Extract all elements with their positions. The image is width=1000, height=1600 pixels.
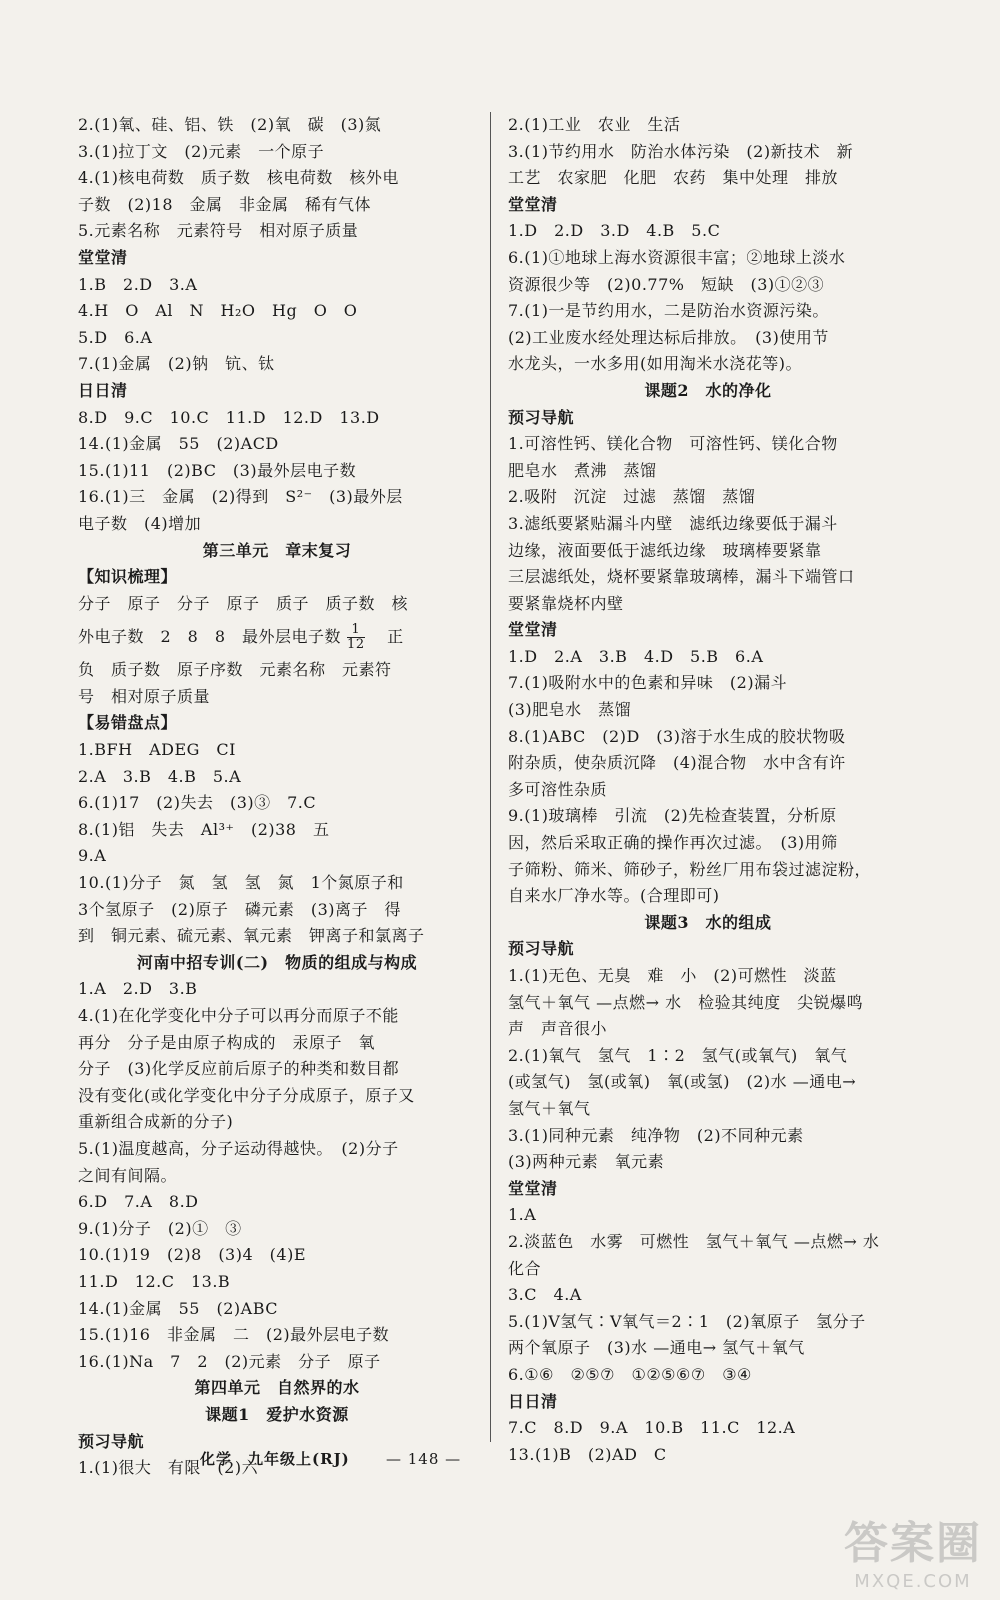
answer-line: 肥皂水 煮沸 蒸馏 xyxy=(508,460,657,480)
answer-line: 号 相对原子质量 xyxy=(78,686,211,706)
section-heading: 堂堂清 xyxy=(508,194,558,214)
lesson-title: 课题1 爱护水资源 xyxy=(205,1404,349,1424)
section-heading: 预习导航 xyxy=(78,1431,145,1451)
section-heading: 【知识梳理】 xyxy=(78,567,178,587)
left-column xyxy=(78,112,476,1482)
unit-title: 第三单元 章末复习 xyxy=(202,540,352,560)
page-footer xyxy=(200,1448,700,1469)
answer-line: 分子 (3)化学反应前后原子的种类和数目都 xyxy=(78,1059,400,1079)
answer-line: 1.A 2.D 3.B xyxy=(78,979,198,999)
watermark-logo: 答案圈 xyxy=(844,1518,982,1569)
answer-line: 6.(1)①地球上海水资源很丰富；②地球上淡水 xyxy=(508,247,846,267)
answer-line: 因，然后采取正确的操作再次过滤。 (3)用筛 xyxy=(508,833,838,853)
answer-line: 自来水厂净水等。(合理即可) xyxy=(508,886,720,906)
answer-line: 边缘，液面要低于滤纸边缘 玻璃棒要紧靠 xyxy=(508,540,822,560)
answer-line: 4.(1)在化学变化中分子可以再分而原子不能 xyxy=(78,1006,399,1025)
answer-line: 10.(1)分子 氮 氢 氢 氮 1个氮原子和 xyxy=(78,873,404,893)
answer-line: 4.H O Al N H₂O Hg O O xyxy=(78,301,358,321)
answer-line: 1.A xyxy=(508,1205,537,1225)
answer-line: 电子数 (4)增加 xyxy=(78,513,202,533)
answer-line: 负 质子数 原子序数 元素名称 元素符 xyxy=(78,660,392,680)
answer-line: 之间有间隔。 xyxy=(78,1165,178,1185)
answer-line: 2.(1)氧气 氢气 1∶2 氢气(或氧气) 氧气 xyxy=(508,1045,848,1065)
watermark-site: MXQE.COM xyxy=(854,1571,972,1592)
answer-line: 三层滤纸处，烧杯要紧靠玻璃棒，漏斗下端管口 xyxy=(508,567,855,587)
answer-line: 15.(1)16 非金属 二 (2)最外层电子数 xyxy=(78,1325,390,1345)
answer-line: 3.(1)节约用水 防治水体污染 (2)新技术 新 xyxy=(508,141,854,161)
answer-line: 6.(1)17 (2)失去 (3)③ 7.C xyxy=(78,793,317,813)
fraction-one-twelfth: $\frac{1}{12}$ xyxy=(347,622,365,653)
answer-line: 到 铜元素、硫元素、氧元素 钾离子和氯离子 xyxy=(78,926,425,946)
unit-title: 第四单元 自然界的水 xyxy=(194,1378,360,1398)
answer-line: 5.元素名称 元素符号 相对原子质量 xyxy=(78,221,359,241)
section-heading: 【易错盘点】 xyxy=(78,713,178,733)
answer-line: 声 声音很小 xyxy=(508,1019,608,1039)
answer-line: 7.(1)吸附水中的色素和异味 (2)漏斗 xyxy=(508,673,788,693)
section-heading: 堂堂清 xyxy=(508,1178,558,1198)
answer-line: 9.(1)玻璃棒 引流 (2)先检查装置，分析原 xyxy=(508,806,837,826)
answer-line: 子筛粉、筛米、筛砂子，粉丝厂用布袋过滤淀粉， xyxy=(508,859,872,879)
answer-line: 没有变化(或化学变化中分子分成原子，原子又 xyxy=(78,1085,415,1105)
answer-line: 子数 (2)18 金属 非金属 稀有气体 xyxy=(78,194,372,214)
answer-line: 1.D 2.A 3.B 4.D 5.B 6.A xyxy=(508,646,764,666)
section-heading: 日日清 xyxy=(508,1391,558,1411)
section-heading: 堂堂清 xyxy=(508,620,558,640)
answer-line: 11.D 12.C 13.B xyxy=(78,1271,231,1291)
answer-line: 8.D 9.C 10.C 11.D 12.D 13.D xyxy=(78,407,380,427)
answer-line: 3.(1)同种元素 纯净物 (2)不同种元素 xyxy=(508,1125,804,1145)
lesson-title: 课题3 水的组成 xyxy=(644,912,772,932)
answer-line: 7.(1)金属 (2)钠 钪、钛 xyxy=(78,354,275,374)
answer-line: 8.(1)铝 失去 Al³⁺ (2)38 五 xyxy=(78,819,330,839)
answer-line: 重新组合成新的分子) xyxy=(78,1112,234,1132)
answer-line: 多可溶性杂质 xyxy=(508,779,608,799)
answer-line: 5.D 6.A xyxy=(78,327,153,347)
answer-line: 7.C 8.D 9.A 10.B 11.C 12.A xyxy=(508,1418,796,1438)
answer-line: 14.(1)金属 55 (2)ABC xyxy=(78,1298,278,1318)
answer-line: 16.(1)Na 7 2 (2)元素 分子 原子 xyxy=(78,1351,381,1371)
answer-line: (3)两种元素 氧元素 xyxy=(508,1152,665,1172)
answer-line: 16.(1)三 金属 (2)得到 S²⁻ (3)最外层 xyxy=(78,487,403,507)
answer-line: 4.(1)核电荷数 质子数 核电荷数 核外电 xyxy=(78,168,399,188)
answer-line: 1.(1)无色、无臭 难 小 (2)可燃性 淡蓝 xyxy=(508,966,837,985)
answer-line: 3.滤纸要紧贴漏斗内壁 滤纸边缘要低于漏斗 xyxy=(508,513,838,533)
answer-line: 8.(1)ABC (2)D (3)溶于水生成的胶状物吸 xyxy=(508,726,846,746)
answer-line: 5.(1)V氢气∶V氧气＝2∶1 (2)氧原子 氢分子 xyxy=(508,1311,866,1331)
answer-line: 1.D 2.D 3.D 4.B 5.C xyxy=(508,221,721,241)
footer-subject: 化学 九年级上(RJ) xyxy=(200,1450,350,1468)
answer-line: 两个氧原子 (3)水 —通电→ 氢气＋氧气 xyxy=(508,1338,805,1358)
answer-line: 氢气＋氧气 xyxy=(508,1098,591,1118)
answer-line: 14.(1)金属 55 (2)ACD xyxy=(78,434,279,454)
answer-line: 6.①⑥ ②⑤⑦ ①②⑤⑥⑦ ③④ xyxy=(508,1364,752,1384)
lesson-title: 课题2 水的净化 xyxy=(644,380,772,400)
answer-line: 化合 xyxy=(508,1258,542,1278)
site-watermark xyxy=(844,1507,982,1592)
answer-line: 工艺 农家肥 化肥 农药 集中处理 排放 xyxy=(508,168,839,188)
column-divider xyxy=(490,112,491,1442)
answer-line: 2.(1)工业 农业 生活 xyxy=(508,115,681,134)
answer-line: 9.(1)分子 (2)① ③ xyxy=(78,1218,242,1238)
answer-line: 要紧靠烧杯内壁 xyxy=(508,593,624,613)
answer-line: 水龙头，一水多用(如用淘米水浇花等)。 xyxy=(508,354,802,374)
answer-line: 再分 分子是由原子构成的 汞原子 氧 xyxy=(78,1032,376,1052)
unit-title: 河南中招专训(二) 物质的组成与构成 xyxy=(136,952,418,972)
answer-line: 资源很少等 (2)0.77% 短缺 (3)①②③ xyxy=(508,274,825,294)
answer-line: 附杂质，使杂质沉降 (4)混合物 水中含有许 xyxy=(508,753,846,773)
answer-line: 3.C 4.A xyxy=(508,1285,582,1305)
answer-line: 1.B 2.D 3.A xyxy=(78,274,198,294)
section-heading: 堂堂清 xyxy=(78,247,128,267)
answer-line: 13.(1)B (2)AD C xyxy=(508,1444,667,1464)
answer-line: 2.吸附 沉淀 过滤 蒸馏 蒸馏 xyxy=(508,487,756,507)
answer-line: 1.BFH ADEG CI xyxy=(78,740,236,760)
answer-line: 2.(1)氧、硅、铝、铁 (2)氧 碳 (3)氮 xyxy=(78,115,382,134)
answer-line: 7.(1)一是节约用水，二是防治水资源污染。 xyxy=(508,301,829,321)
right-column xyxy=(508,112,908,1468)
answer-line: (或氢气) 氢(或氧) 氧(或氢) (2)水 —通电→ xyxy=(508,1072,857,1092)
answer-line: 1.可溶性钙、镁化合物 可溶性钙、镁化合物 xyxy=(508,434,838,454)
answer-line: 6.D 7.A 8.D xyxy=(78,1192,199,1212)
section-heading: 日日清 xyxy=(78,380,128,400)
answer-line: 3.(1)拉丁文 (2)元素 一个原子 xyxy=(78,141,325,161)
answer-line: 9.A xyxy=(78,846,107,866)
answer-line: 分子 原子 分子 原子 质子 质子数 核 xyxy=(78,593,409,613)
answer-line: 10.(1)19 (2)8 (3)4 (4)E xyxy=(78,1245,307,1265)
answer-line: 1.(1)很大 有限 (2)六 xyxy=(78,1458,259,1478)
answer-line: 5.(1)温度越高，分子运动得越快。 (2)分子 xyxy=(78,1138,399,1158)
answer-line: 2.A 3.B 4.B 5.A xyxy=(78,766,242,786)
answer-line: 15.(1)11 (2)BC (3)最外层电子数 xyxy=(78,460,357,480)
answer-line: (2)工业废水经处理达标后排放。 (3)使用节 xyxy=(508,327,829,347)
page-number: — 148 — xyxy=(386,1450,462,1468)
answer-line-with-fraction: 外电子数 2 8 8 最外层电子数 $\frac{1}{12}$ 正 xyxy=(78,622,404,653)
answer-line: 3个氢原子 (2)原子 磷元素 (3)离子 得 xyxy=(78,899,402,919)
section-heading: 预习导航 xyxy=(508,407,575,427)
answer-line: (3)肥皂水 蒸馏 xyxy=(508,700,632,720)
answer-line: 氢气＋氧气 —点燃→ 水 检验其纯度 尖锐爆鸣 xyxy=(508,992,864,1012)
answer-line: 2.淡蓝色 水雾 可燃性 氢气＋氧气 —点燃→ 水 xyxy=(508,1231,880,1251)
section-heading: 预习导航 xyxy=(508,939,575,959)
